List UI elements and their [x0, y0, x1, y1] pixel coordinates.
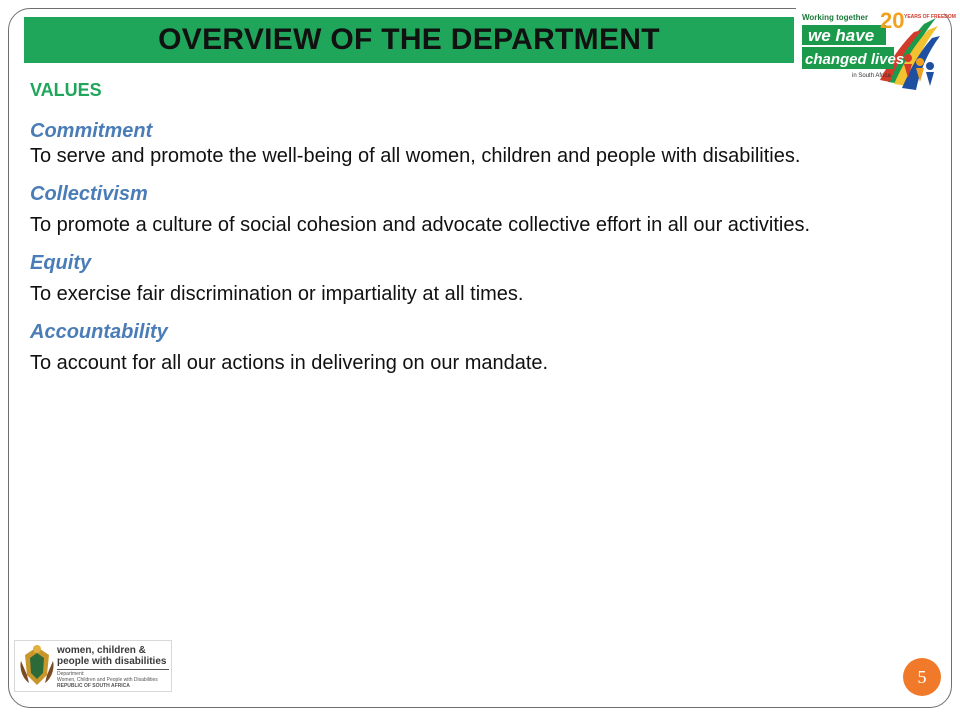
logo-text-south-africa: in South Africa — [852, 73, 891, 79]
value-text-equity: To exercise fair discrimination or impartiality at all times. — [30, 283, 524, 305]
value-text-commitment: To serve and promote the well-being of all women, children and people with disabilities. — [30, 145, 801, 167]
logo-text-changed-lives: changed lives — [805, 51, 905, 68]
department-logo-text — [57, 645, 169, 689]
section-heading-values: VALUES — [30, 80, 102, 100]
slide-content — [30, 80, 910, 377]
dept-logo-dept-label: Department: — [57, 671, 85, 677]
logo-text-we-have: we have — [808, 26, 875, 45]
value-text-accountability: To account for all our actions in delivering on our mandate. — [30, 352, 549, 374]
logo-number-20: 20 — [880, 8, 905, 33]
dept-logo-line2: people with disabilities — [57, 656, 167, 667]
dept-logo-dept-name: Women, Children and People with Disabilities — [57, 677, 158, 683]
value-title-accountability: Accountability — [30, 321, 168, 343]
coat-of-arms-icon — [17, 641, 57, 691]
logo-years-of-freedom: YEARS OF FREEDOM — [904, 14, 956, 20]
slide-title: OVERVIEW OF THE DEPARTMENT — [158, 23, 660, 56]
department-logo — [14, 640, 172, 692]
dept-logo-line1: women, children & — [57, 645, 146, 656]
value-title-collectivism: Collectivism — [30, 183, 148, 205]
value-title-commitment: Commitment — [30, 120, 153, 142]
logo-text-working-together: Working together — [802, 13, 869, 22]
dept-logo-country: REPUBLIC OF SOUTH AFRICA — [57, 683, 130, 689]
page-number-badge: 5 — [903, 658, 941, 696]
value-title-equity: Equity — [30, 252, 92, 274]
value-text-collectivism: To promote a culture of social cohesion and advocate collective effort in all our activities. — [30, 214, 811, 236]
